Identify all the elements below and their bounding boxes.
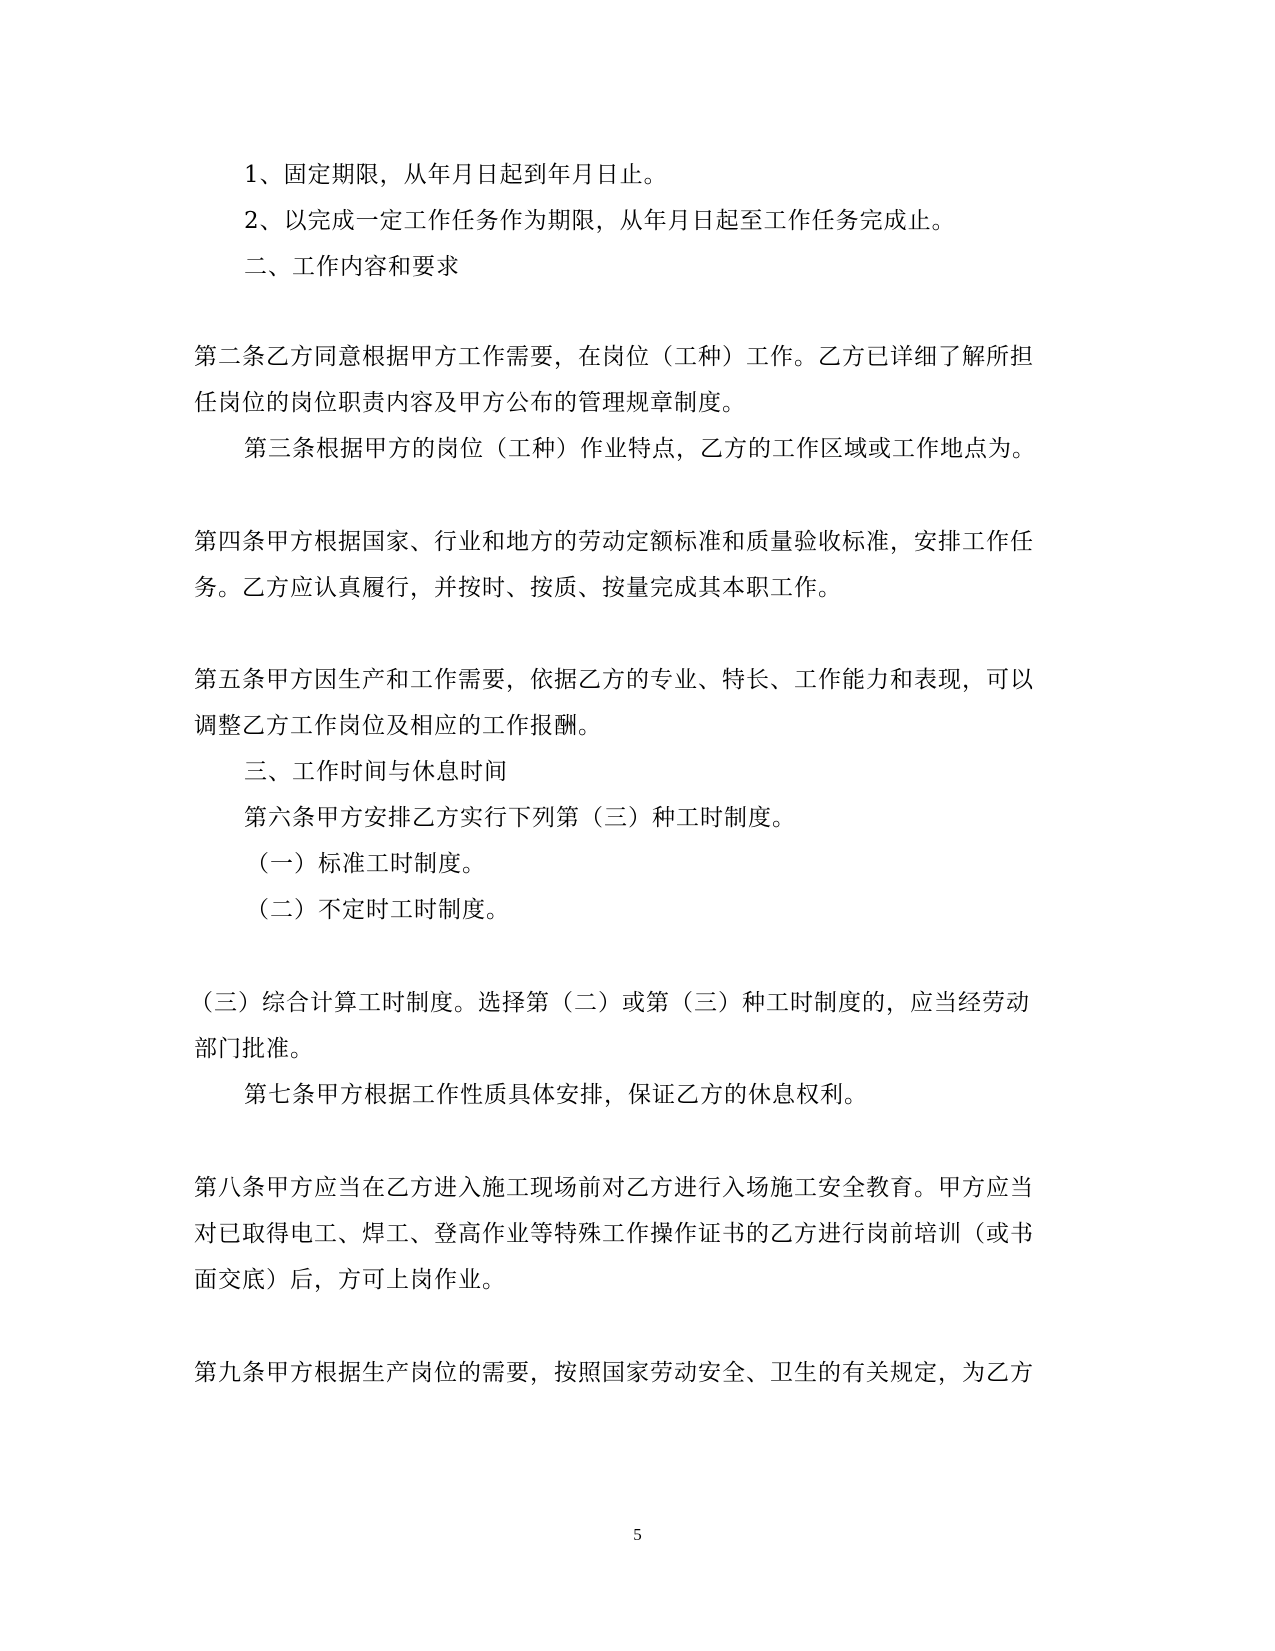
text-line-option-1: （一）标准工时制度。 [246, 851, 486, 877]
text-line-article-2: 第二条乙方同意根据甲方工作需要，在岗位（工种）工作。乙方已详细了解所担 [194, 344, 1034, 370]
section-heading-work-time: 三、工作时间与休息时间 [244, 759, 508, 785]
text-line-article-5: 第五条甲方因生产和工作需要，依据乙方的专业、特长、工作能力和表现，可以 [194, 667, 1034, 693]
text-line-article-7: 第七条甲方根据工作性质具体安排，保证乙方的休息权利。 [244, 1082, 868, 1108]
text-line-article-2-cont: 任岗位的岗位职责内容及甲方公布的管理规章制度。 [194, 390, 746, 416]
text-line-article-3: 第三条根据甲方的岗位（工种）作业特点，乙方的工作区域或工作地点为。 [244, 436, 1036, 462]
section-heading-work-content: 二、工作内容和要求 [244, 254, 460, 280]
text-line-term-task: 2、以完成一定工作任务作为期限，从年月日起至工作任务完成止。 [244, 208, 956, 234]
text-line-article-5-cont: 调整乙方工作岗位及相应的工作报酬。 [194, 713, 602, 739]
text-line-option-3: （三）综合计算工时制度。选择第（二）或第（三）种工时制度的，应当经劳动 [190, 990, 1030, 1016]
text-line-article-8-cont: 对已取得电工、焊工、登高作业等特殊工作操作证书的乙方进行岗前培训（或书 [194, 1221, 1034, 1247]
text-line-article-6: 第六条甲方安排乙方实行下列第（三）种工时制度。 [244, 805, 796, 831]
text-line-term-fixed: 1、固定期限，从年月日起到年月日止。 [244, 162, 668, 188]
text-line-article-8-end: 面交底）后，方可上岗作业。 [194, 1267, 506, 1293]
text-line-article-9: 第九条甲方根据生产岗位的需要，按照国家劳动安全、卫生的有关规定，为乙方 [194, 1360, 1034, 1386]
text-line-article-8: 第八条甲方应当在乙方进入施工现场前对乙方进行入场施工安全教育。甲方应当 [194, 1175, 1034, 1201]
text-line-option-2: （二）不定时工时制度。 [246, 897, 510, 923]
text-line-option-3-cont: 部门批准。 [194, 1036, 314, 1062]
text-line-article-4-cont: 务。乙方应认真履行，并按时、按质、按量完成其本职工作。 [194, 575, 842, 601]
text-line-article-4: 第四条甲方根据国家、行业和地方的劳动定额标准和质量验收标准，安排工作任 [194, 529, 1034, 555]
page-number: 5 [633, 1525, 642, 1544]
